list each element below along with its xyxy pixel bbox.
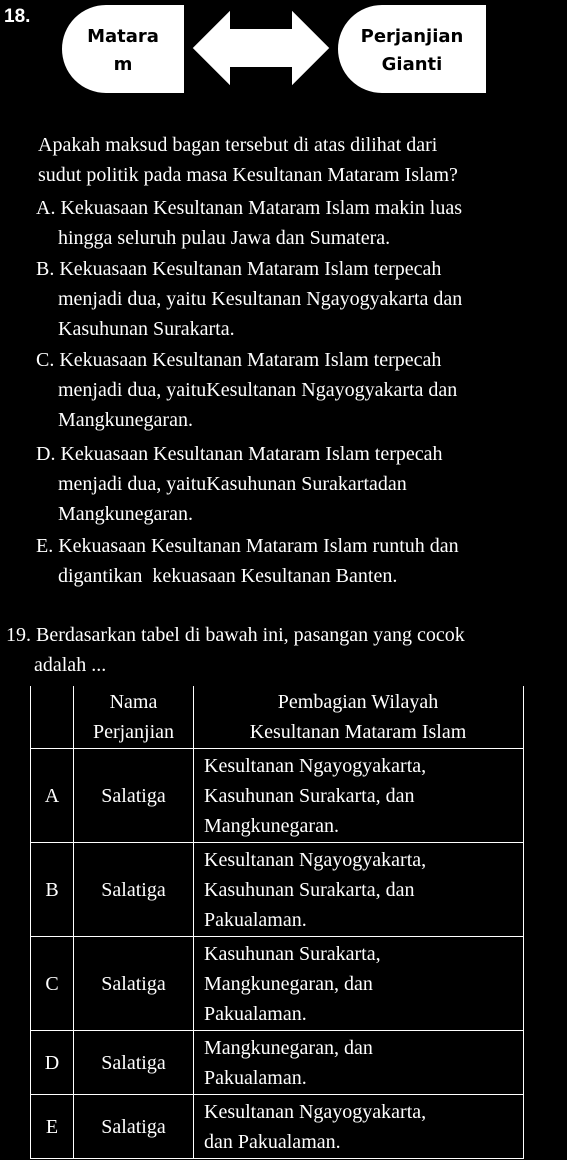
table-row[interactable] <box>31 843 524 937</box>
option-b-line3: Kasuhunan Surakarta. <box>58 318 235 340</box>
header-treaty-line1: Nama <box>109 691 158 713</box>
option-d[interactable] <box>36 439 443 529</box>
division-line: dan Pakualaman. <box>204 1130 341 1153</box>
option-d-line2: menjadi dua, yaituKasuhunan Surakartadan <box>58 473 407 495</box>
row-letter: D <box>31 1031 74 1095</box>
gianti-label-line1: Perjanjian <box>360 26 464 47</box>
option-a-line1: A. Kekuasaan Kesultanan Mataram Islam makin luas <box>36 197 462 219</box>
row-treaty: Salatiga <box>74 1095 194 1159</box>
option-c-line2: menjadi dua, yaituKesultanan Ngayogyakarta dan <box>58 379 458 401</box>
row-division <box>194 843 524 937</box>
option-c[interactable] <box>36 345 457 435</box>
header-division-line1: Pembagian Wilayah <box>277 691 439 713</box>
header-division-line2: Kesultanan Mataram Islam <box>249 721 467 743</box>
perjanjian-gianti-box <box>336 3 488 95</box>
header-division <box>194 686 524 749</box>
header-treaty <box>74 686 194 749</box>
option-d-line1: D. Kekuasaan Kesultanan Mataram Islam terpecah <box>36 443 443 465</box>
gianti-label-line2: Gianti <box>381 54 443 75</box>
division-line: Pakualaman. <box>204 908 307 931</box>
division-line: Pakualaman. <box>204 1066 307 1089</box>
division-line: Kasuhunan Surakarta, <box>204 942 381 965</box>
question-19-line2: adalah ... <box>34 654 107 676</box>
division-line: Mangkunegaran, dan <box>204 972 373 995</box>
option-b-line1: B. Kekuasaan Kesultanan Mataram Islam terpecah <box>36 258 442 280</box>
row-treaty: Salatiga <box>74 1031 194 1095</box>
row-treaty: Salatiga <box>74 937 194 1031</box>
row-letter: C <box>31 937 74 1031</box>
division-line: Kesultanan Ngayogyakarta, <box>204 848 427 871</box>
mataram-box <box>60 3 186 95</box>
division-line: Kesultanan Ngayogyakarta, <box>204 754 427 777</box>
question-19-text <box>6 620 465 680</box>
option-c-line3: Mangkunegaran. <box>58 409 193 431</box>
option-e-line2: digantikan kekuasaan Kesultanan Banten. <box>58 565 398 587</box>
division-line: Kasuhunan Surakarta, dan <box>204 784 415 807</box>
row-division <box>194 937 524 1031</box>
division-line: Kesultanan Ngayogyakarta, <box>204 1100 427 1123</box>
table-row[interactable] <box>31 749 524 843</box>
header-letter <box>31 686 74 749</box>
division-line: Mangkunegaran, dan <box>204 1036 373 1059</box>
row-letter: E <box>31 1095 74 1159</box>
question-18-number: 18. <box>4 6 31 27</box>
row-division <box>194 1031 524 1095</box>
row-letter: B <box>31 843 74 937</box>
row-division <box>194 749 524 843</box>
option-c-line1: C. Kekuasaan Kesultanan Mataram Islam terpecah <box>36 349 442 371</box>
option-b-line2: menjadi dua, yaitu Kesultanan Ngayogyakarta dan <box>58 288 463 310</box>
option-d-line3: Mangkunegaran. <box>58 503 193 525</box>
double-arrow-icon <box>186 0 336 96</box>
question-18-text <box>38 130 458 190</box>
question-19-line1: 19. Berdasarkan tabel di bawah ini, pasangan yang cocok <box>6 624 465 646</box>
header-treaty-line2: Perjanjian <box>92 721 175 743</box>
table-row[interactable] <box>31 1031 524 1095</box>
option-a[interactable] <box>36 193 462 253</box>
option-e-line1: E. Kekuasaan Kesultanan Mataram Islam runtuh dan <box>36 535 459 557</box>
row-letter: A <box>31 749 74 843</box>
division-line: Pakualaman. <box>204 1002 307 1025</box>
table-row[interactable] <box>31 1095 524 1159</box>
table-header-row <box>31 686 524 749</box>
question-18-line2: sudut politik pada masa Kesultanan Mataram Islam? <box>38 164 458 186</box>
row-division <box>194 1095 524 1159</box>
row-treaty: Salatiga <box>74 843 194 937</box>
treaty-table <box>30 686 524 1159</box>
question-18-line1: Apakah maksud bagan tersebut di atas dilihat dari <box>38 134 438 156</box>
mataram-label-line2: m <box>113 54 133 75</box>
division-line: Kasuhunan Surakarta, dan <box>204 878 415 901</box>
option-b[interactable] <box>36 254 462 344</box>
mataram-label-line1: Matara <box>87 26 159 47</box>
table-row[interactable] <box>31 937 524 1031</box>
option-a-line2: hingga seluruh pulau Jawa dan Sumatera. <box>58 227 391 249</box>
row-treaty: Salatiga <box>74 749 194 843</box>
division-line: Mangkunegaran. <box>204 814 339 837</box>
option-e[interactable] <box>36 531 459 591</box>
